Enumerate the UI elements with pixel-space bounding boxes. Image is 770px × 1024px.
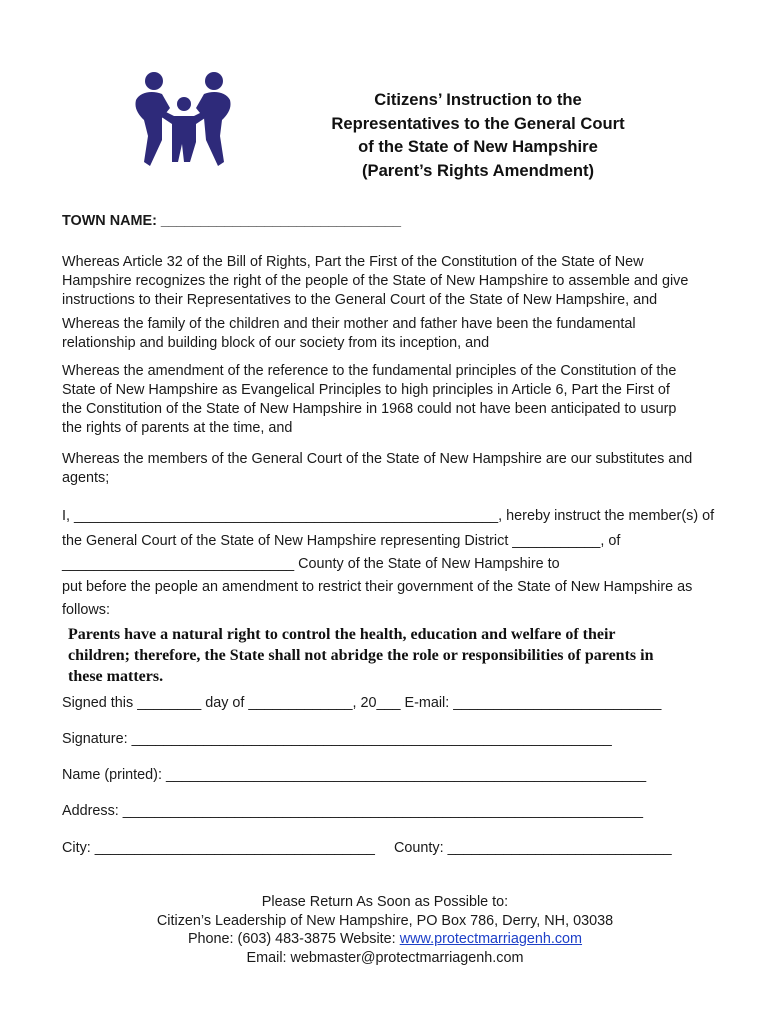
instruct-line-1[interactable]: I, _____________________________________________________, hereby instruct the member(s) of	[62, 508, 715, 524]
whereas-paragraph-4	[62, 450, 692, 488]
whereas-4-line-1: Whereas the members of the General Court of the State of New Hampshire are our substitutes and	[62, 451, 693, 467]
whereas-1-line-2: Hampshire recognizes the right of the people of the State of New Hampshire to assemble and give	[62, 273, 689, 289]
amendment-text	[68, 624, 728, 687]
title-line-4: (Parent’s Rights Amendment)	[361, 160, 595, 180]
family-logo-icon	[126, 70, 240, 178]
amendment-line-2: children; therefore, the State shall not abridge the role or responsibilities of parents in	[68, 647, 654, 664]
whereas-3-line-4: the rights of parents at the time, and	[62, 420, 293, 436]
instruct-line-2[interactable]: the General Court of the State of New Hampshire representing District ___________, of	[62, 533, 621, 549]
footer-line-4: Email: webmaster@protectmarriagenh.com	[246, 949, 524, 966]
title-line-1: Citizens’ Instruction to the	[374, 90, 582, 109]
signed-date-email-field[interactable]: Signed this ________ day of _____________, 20___ E-mail: __________________________	[62, 695, 662, 711]
title-line-2: Representatives to the General Court	[331, 113, 625, 133]
document-title	[300, 88, 656, 182]
whereas-paragraph-2	[62, 315, 636, 353]
footer-line-2: Citizen’s Leadership of New Hampshire, PO Box 786, Derry, NH, 03038	[156, 912, 614, 929]
title-line-3: of the State of New Hampshire	[358, 137, 598, 156]
whereas-4-line-2: agents;	[62, 470, 110, 486]
whereas-paragraph-3	[62, 362, 676, 438]
amendment-line-3: these matters.	[68, 668, 164, 685]
town-name-field[interactable]: TOWN NAME: ______________________________	[62, 213, 401, 229]
city-field[interactable]: City: ___________________________________	[62, 840, 375, 856]
website-link[interactable]: www.protectmarriagenh.com	[399, 931, 583, 948]
whereas-1-line-1: Whereas Article 32 of the Bill of Rights, Part the First of the Constitution of the State of New	[62, 254, 644, 270]
footer-contact	[0, 893, 770, 967]
whereas-2-line-1: Whereas the family of the children and their mother and father have been the fundamental	[62, 316, 636, 332]
address-field[interactable]: Address: _________________________________________________________________	[62, 803, 644, 819]
instruct-line-3[interactable]: _____________________________ County of the State of New Hampshire to	[62, 556, 560, 572]
whereas-2-line-2: relationship and building block of our society from its inception, and	[62, 335, 490, 351]
whereas-3-line-2: State of New Hampshire as Evangelical Principles to high principles in Article 6, Part the First of	[62, 382, 670, 398]
instruct-line-4: put before the people an amendment to restrict their government of the State of New Hampshire as	[62, 579, 693, 595]
instruct-line-5: follows:	[62, 602, 110, 618]
whereas-3-line-3: the Constitution of the State of New Hampshire in 1968 could not have been anticipated to usurp	[62, 401, 677, 417]
whereas-paragraph-1	[62, 253, 688, 310]
whereas-1-line-3: instructions to their Representatives to the General Court of the State of New Hampshire, and	[62, 292, 658, 308]
amendment-line-1: Parents have a natural right to control the health, education and welfare of their	[68, 626, 616, 643]
phone-website-label: Phone: (603) 483-3875 Website:	[187, 931, 400, 948]
county-field[interactable]: County: ____________________________	[394, 840, 672, 856]
signature-field[interactable]: Signature: ____________________________________________________________	[62, 731, 612, 747]
footer-line-1: Please Return As Soon as Possible to:	[261, 894, 509, 910]
name-printed-field[interactable]: Name (printed): ____________________________________________________________	[62, 767, 647, 783]
whereas-3-line-1: Whereas the amendment of the reference to the fundamental principles of the Constitution of the	[62, 363, 677, 379]
footer-line-3	[0, 930, 770, 949]
